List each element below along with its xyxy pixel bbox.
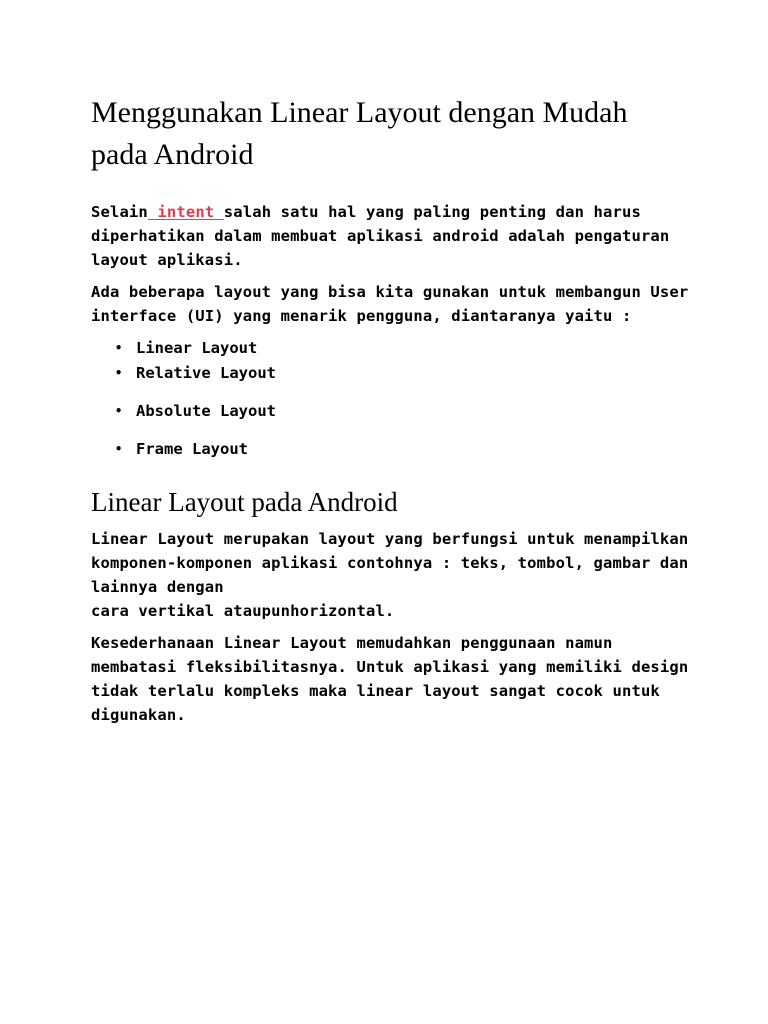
- bullet-icon: •: [115, 404, 123, 418]
- section-paragraph-1-continuation: cara vertikal ataupunhorizontal.: [91, 602, 395, 620]
- section-title: Linear Layout pada Android: [91, 487, 398, 517]
- list-item-label: Linear Layout: [136, 339, 258, 357]
- intro-paragraph: [91, 200, 691, 272]
- bullet-icon: •: [115, 366, 123, 380]
- list-item-label: Absolute Layout: [136, 402, 276, 420]
- document-page: [91, 92, 691, 735]
- list-item-label: Frame Layout: [136, 440, 248, 458]
- list-item: [91, 437, 691, 461]
- list-item-label: Relative Layout: [136, 364, 276, 382]
- bullet-icon: •: [115, 341, 123, 355]
- list-item: [91, 336, 691, 360]
- page-title: Menggunakan Linear Layout dengan Mudah pada Android: [91, 96, 628, 171]
- section-paragraph-1: [91, 527, 691, 623]
- intro-text-before-link: Selain: [91, 203, 148, 221]
- bullet-icon: •: [115, 442, 123, 456]
- layout-list: [91, 336, 691, 461]
- section-paragraph-2: Kesederhanaan Linear Layout memudahkan penggunaan namun membatasi fleksibilitasnya. Untuk aplikasi yang memiliki design tidak terlalu kompleks maka linear layout sangat cocok untuk digunakan.: [91, 634, 689, 724]
- list-item: [91, 399, 691, 423]
- intent-link[interactable]: intent: [147, 203, 224, 221]
- intro-text-after-link: salah satu hal yang paling penting dan harus diperhatikan dalam membuat aplikasi android adalah pengaturan layout aplikasi.: [91, 203, 670, 269]
- layout-intro-paragraph: Ada beberapa layout yang bisa kita gunakan untuk membangun User interface (UI) yang menarik pengguna, diantaranya yaitu :: [91, 283, 689, 325]
- section-paragraph-1-text: Linear Layout merupakan layout yang berfungsi untuk menampilkan komponen-komponen aplikasi contohnya : teks, tombol, gambar dan lainnya dengan: [91, 530, 689, 596]
- list-item: [91, 361, 691, 385]
